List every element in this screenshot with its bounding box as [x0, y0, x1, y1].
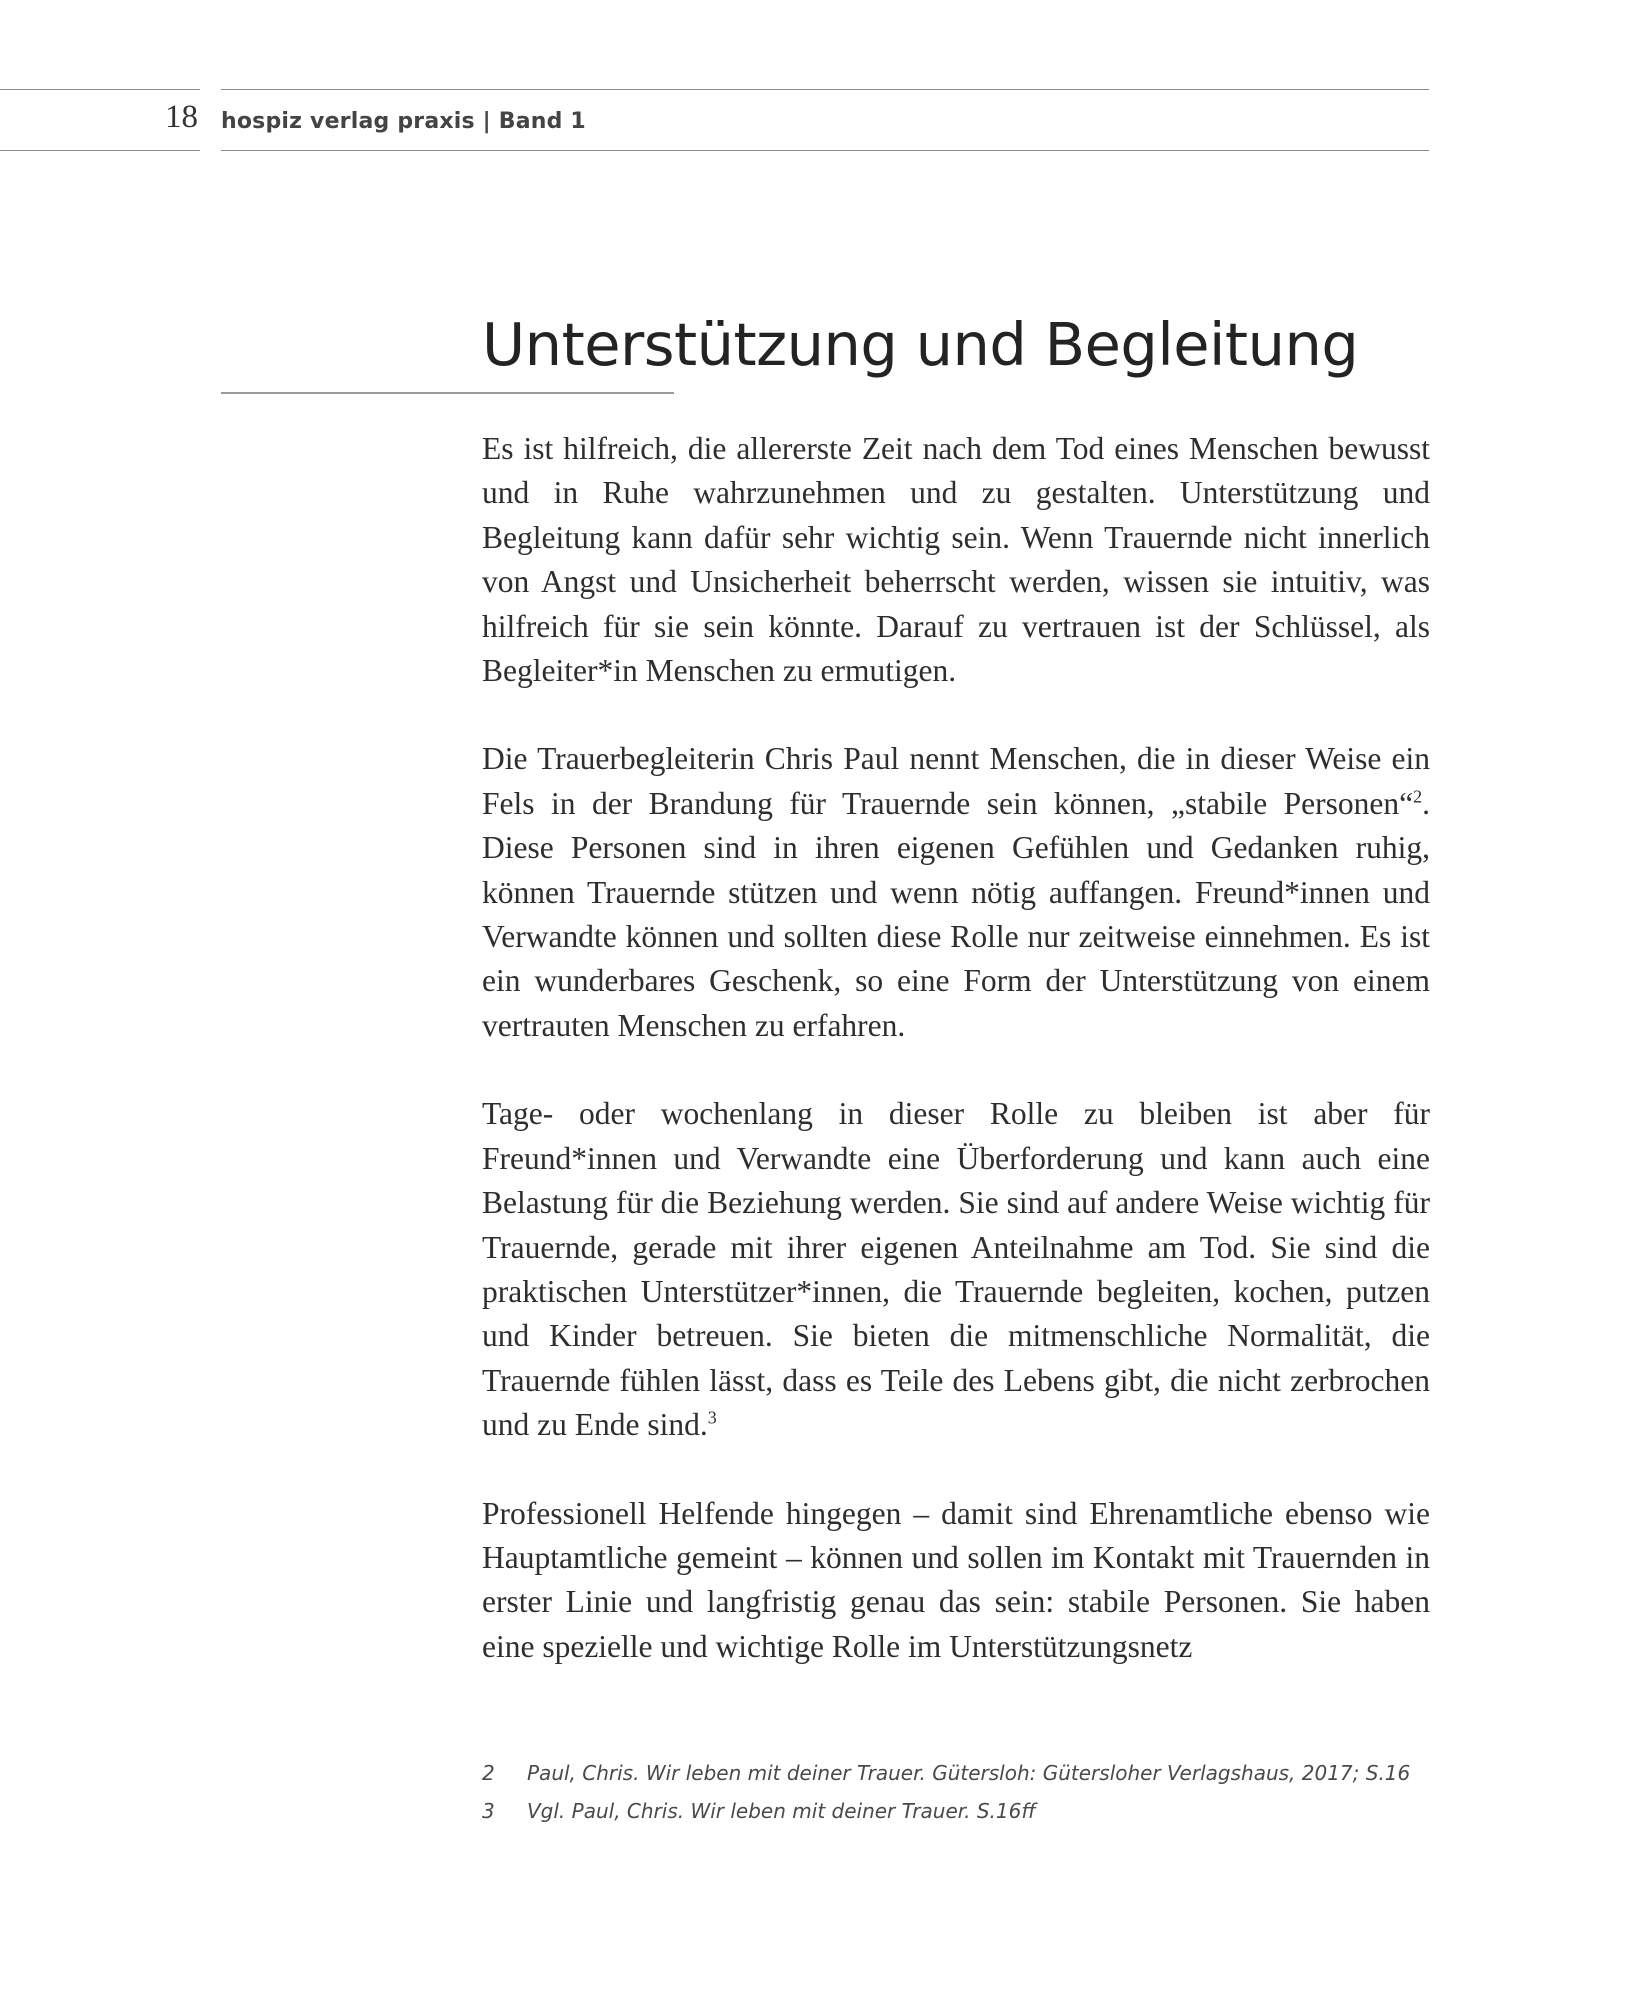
- paragraph-3-text: Tage- oder wochenlang in dieser Rolle zu bleiben ist aber für Freund*innen und Verwandte eine Überforderung und kann auch eine Belastung für die Beziehung werden. Sie sind auf andere Weise wichtig für Trauernde, gerade mit ihrer eigenen Anteilnahme am Tod. Sie sind die praktischen Unterstützer*innen, die Trauernde begleiten, kochen, putzen und Kinder betreuen. Sie bieten die mitmenschliche Normalität, die Trauernde fühlen lässt, dass es Teile des Lebens gibt, die nicht zerbrochen und zu Ende sind.: [482, 1096, 1430, 1443]
- footnote-ref-3: 3: [707, 1407, 717, 1428]
- footnote-number: 3: [482, 1799, 495, 1823]
- footnote-3: [482, 1798, 1422, 1824]
- paragraph-1: Es ist hilfreich, die allererste Zeit nach dem Tod eines Menschen bewusst und in Ruhe wahrzunehmen und zu gestalten. Unterstützung und Begleitung kann dafür sehr wichtig sein. Wenn Trauernde nicht innerlich von Angst und Unsicherheit beherrscht werden, wissen sie intuitiv, was hilfreich für sie sein könnte. Darauf zu vertrauen ist der Schlüssel, als Begleiter*in Menschen zu ermutigen.: [482, 431, 1430, 689]
- page-number: 18: [165, 99, 198, 135]
- paragraph-2: [482, 737, 1430, 1048]
- header-rule-bottom: [221, 150, 1429, 151]
- paragraph-3: [482, 1092, 1430, 1447]
- paragraph-2-text-before: Die Trauerbegleiterin Chris Paul nennt Menschen, die in dieser Weise ein Fels in der Brandung für Trauernde sein können, „stabile Personen“: [482, 741, 1430, 821]
- footnote-number: 2: [482, 1761, 495, 1785]
- footnote-ref-2: 2: [1413, 786, 1423, 807]
- running-header: hospiz verlag praxis | Band 1: [221, 109, 586, 134]
- header-rule-top: [221, 89, 1429, 90]
- chapter-title: Unterstützung und Begleitung: [482, 310, 1359, 379]
- paragraph-4: Professionell Helfende hingegen – damit sind Ehrenamtliche ebenso wie Hauptamtliche gemeint – können und sollen im Kontakt mit Trauernden in erster Linie und langfristig genau das sein: stabile Personen. Sie haben eine spezielle und wichtige Rolle im Unterstützungsnetz: [482, 1495, 1430, 1664]
- header-rule-left-bottom: [0, 150, 200, 151]
- footnote-text: Vgl. Paul, Chris. Wir leben mit deiner Trauer. S.16ff: [527, 1799, 1036, 1823]
- title-underline-rule: [221, 392, 674, 394]
- paragraph-2-text-after: . Diese Personen sind in ihren eigenen Gefühlen und Gedanken ruhig, können Trauernde stützen und wenn nötig auffangen. Freund*innen und Verwandte können und sollten diese Rolle nur zeitweise einnehmen. Es ist ein wunderbares Geschenk, so eine Form der Unterstützung von einem vertrauten Menschen zu erfahren.: [482, 785, 1430, 1043]
- header-rule-left-top: [0, 89, 200, 90]
- footnote-2: [482, 1760, 1422, 1786]
- footnote-text: Paul, Chris. Wir leben mit deiner Trauer. Gütersloh: Gütersloher Verlagshaus, 2017; S.16: [527, 1761, 1411, 1785]
- footnotes: [482, 1760, 1422, 1836]
- body-text: [482, 427, 1430, 1713]
